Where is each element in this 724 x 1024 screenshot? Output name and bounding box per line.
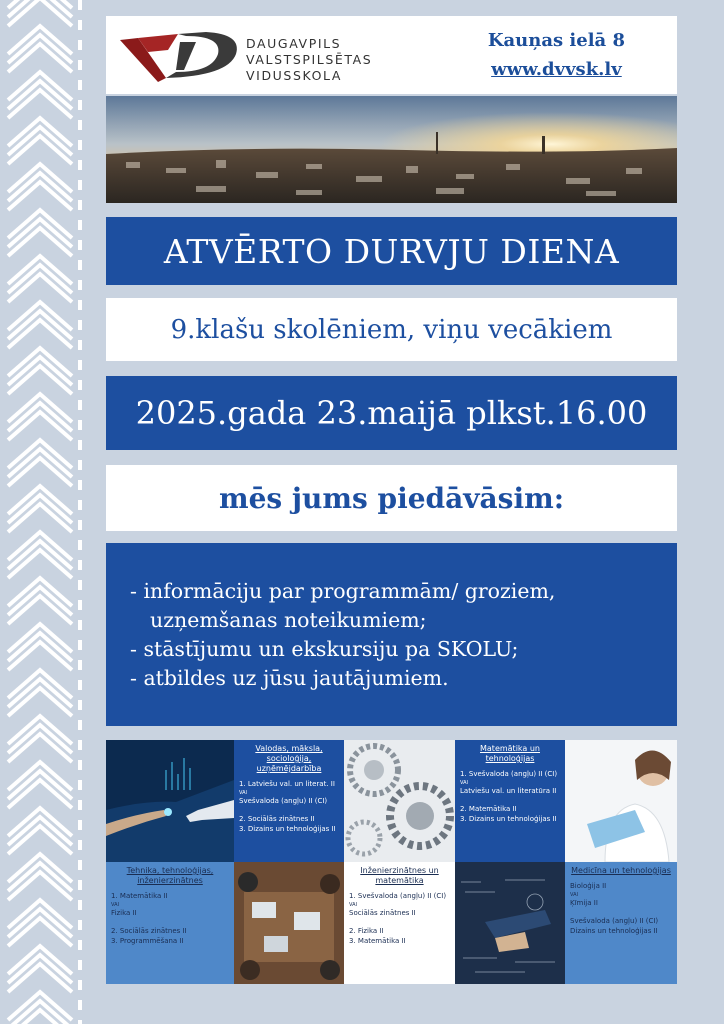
border-dash [78, 120, 82, 130]
border-dash [78, 680, 82, 690]
border-dash [78, 320, 82, 330]
program-card-math-tech [455, 740, 565, 862]
program-subject: 2. Sociālās zinātnes II [239, 815, 315, 823]
program-title: Medicīna un tehnoloģijas [571, 866, 671, 875]
border-dash [78, 240, 82, 250]
school-name-line: VALSTSPILSĒTAS [246, 52, 373, 67]
border-dash [78, 180, 82, 190]
border-dash [78, 520, 82, 530]
border-dash [78, 200, 82, 210]
program-subject: Ķīmija II [570, 898, 598, 907]
program-subject: 3. Dizains un tehnoloģijas II [460, 814, 557, 823]
program-subject: Latviešu val. un literatūra II [460, 786, 557, 795]
program-subject: Fizika II [111, 908, 137, 917]
team-laptops-image [234, 862, 344, 984]
program-subject: 1. Matemātika II [111, 892, 168, 900]
border-dash [78, 960, 82, 970]
school-name-line: VIDUSSKOLA [246, 68, 343, 83]
program-subject: Svešvaloda (angļu) II (CI) [239, 796, 328, 805]
program-card-engineering [106, 862, 234, 984]
border-dash [78, 900, 82, 910]
border-dash [78, 300, 82, 310]
program-subject: 3. Dizains un tehnoloģijas II [239, 824, 336, 833]
border-dash [78, 840, 82, 850]
program-or: VAI [111, 901, 119, 908]
event-datetime: 2025.gada 23.maijā plkst.16.00 [106, 376, 677, 450]
decorative-border-pattern [0, 0, 90, 1024]
program-card-eng-math [344, 862, 455, 984]
border-dash [78, 140, 82, 150]
border-dash [78, 420, 82, 430]
border-dash [78, 660, 82, 670]
website-link[interactable]: www.dvvsk.lv [491, 59, 622, 80]
border-dash [78, 760, 82, 770]
program-subject: 2. Fizika II [349, 927, 384, 935]
program-title: Tehnika, tehnoloģijas, inženierzinātnes [126, 866, 214, 885]
border-dash [78, 920, 82, 930]
border-dash [78, 580, 82, 590]
program-title: Inženierzinātnes un matemātika [360, 866, 439, 885]
border-dash [78, 440, 82, 450]
program-grid [106, 740, 677, 984]
program-subject: Bioloģija II [570, 882, 607, 890]
program-subject: 1. Latviešu val. un literat. II [239, 780, 335, 788]
border-dash [78, 700, 82, 710]
event-title: ATVĒRTO DURVJU DIENA [106, 217, 677, 285]
border-dash [78, 80, 82, 90]
program-card-languages [234, 740, 344, 862]
address: Kauņas ielā 8 [487, 30, 625, 51]
border-dash [78, 800, 82, 810]
border-dash [78, 600, 82, 610]
border-dash [78, 620, 82, 630]
border-dash [78, 360, 82, 370]
border-dash [78, 940, 82, 950]
program-subject: 3. Programmēšana II [111, 936, 184, 945]
program-or: VAI [570, 891, 578, 898]
program-subject: 2. Sociālās zinātnes II [111, 927, 187, 935]
audience-text: 9.klašu skolēniem, viņu vecākiem [106, 298, 677, 361]
program-or: VAI [239, 789, 247, 796]
border-dash [78, 0, 82, 10]
offer-heading: mēs jums piedāvāsim: [106, 465, 677, 531]
doctor-image [565, 740, 677, 862]
border-dash [78, 460, 82, 470]
program-title: Valodas, māksla, socioloģija, uzņēmējdarbība [255, 744, 323, 773]
program-or: VAI [349, 901, 357, 908]
border-dash [78, 280, 82, 290]
border-dash [78, 100, 82, 110]
border-dash [78, 400, 82, 410]
border-dash [78, 340, 82, 350]
border-dash [78, 40, 82, 50]
border-dash [78, 720, 82, 730]
program-subject: 2. Matemātika II [460, 805, 517, 813]
gears-image [344, 740, 455, 862]
program-subject: Dizains un tehnoloģijas II [570, 926, 658, 935]
border-dash [78, 820, 82, 830]
border-dash [78, 260, 82, 270]
school-logo-icon [118, 26, 246, 88]
school-name-line: DAUGAVPILS [246, 36, 342, 51]
border-dash [78, 860, 82, 870]
program-subject: 1. Svešvaloda (angļu) II (CI) [349, 892, 447, 900]
border-dash [78, 220, 82, 230]
program-or: VAI [460, 779, 468, 786]
offer-item: - informāciju par programmām/ groziem, [130, 579, 556, 603]
program-card-medicine [565, 862, 677, 984]
city-panorama-image [106, 96, 677, 203]
program-subject: Svešvaloda (angļu) II (CI) [570, 917, 659, 925]
border-dash [78, 1000, 82, 1010]
border-dash [78, 780, 82, 790]
border-dash [78, 540, 82, 550]
program-subject: 1. Svešvaloda (angļu) II (CI) [460, 770, 558, 778]
border-dash [78, 60, 82, 70]
offer-item: - stāstījumu un ekskursiju pa SKOLU; [130, 637, 519, 661]
robot-hand-image [106, 740, 234, 862]
offer-list [106, 543, 677, 726]
border-dash [78, 980, 82, 990]
border-dash [78, 1020, 82, 1024]
border-dash [78, 480, 82, 490]
offer-item-continuation: uzņemšanas noteikumiem; [150, 608, 427, 632]
border-dash [78, 740, 82, 750]
school-name [246, 36, 372, 84]
border-dash [78, 20, 82, 30]
border-dash [78, 640, 82, 650]
header [106, 16, 677, 94]
border-dash [78, 380, 82, 390]
offer-item: - atbildes uz jūsu jautājumiem. [130, 666, 449, 690]
program-title: Matemātika un tehnoloģijas [480, 744, 540, 763]
formula-board-image [455, 862, 565, 984]
program-subject: Sociālās zinātnes II [349, 908, 416, 917]
border-dash [78, 500, 82, 510]
program-subject: 3. Matemātika II [349, 936, 406, 945]
border-dash [78, 560, 82, 570]
border-dash [78, 880, 82, 890]
contact-info [488, 26, 625, 84]
border-dash [78, 160, 82, 170]
